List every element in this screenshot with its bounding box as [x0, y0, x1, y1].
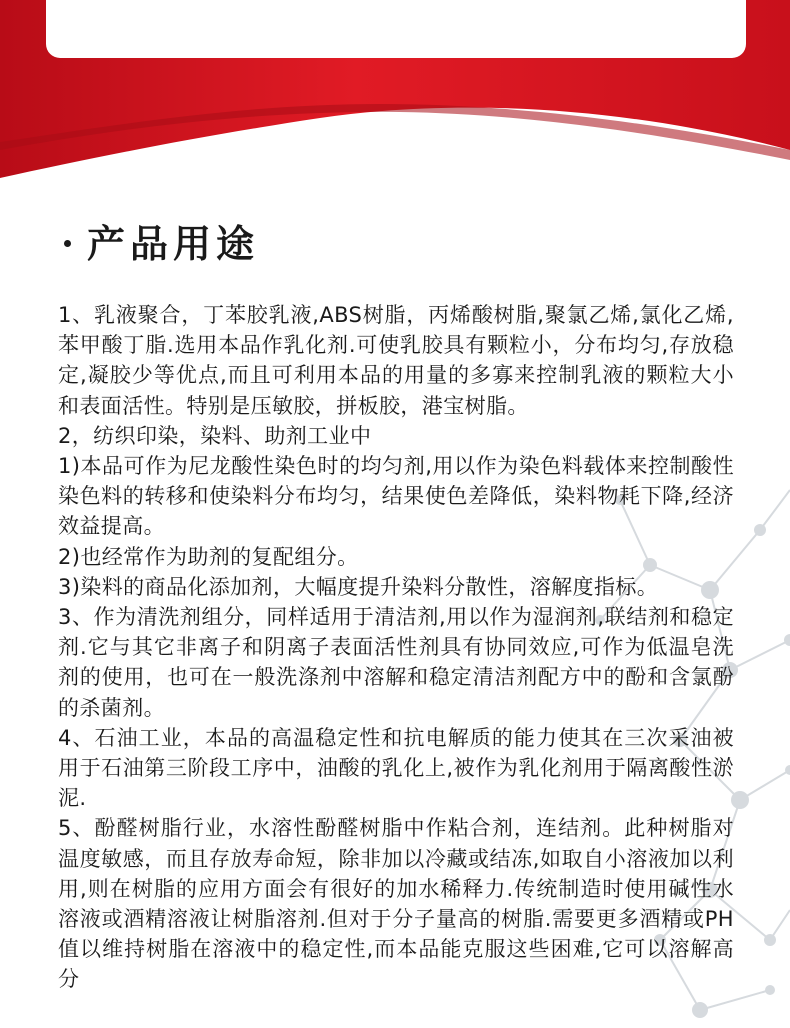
usage-paragraph: 2，纺织印染，染料、助剂工业中 [58, 423, 372, 448]
hero-banner [0, 0, 790, 200]
usage-paragraph: 2)也经常作为助剂的复配组分。 [58, 544, 359, 569]
usage-paragraph: 5、酚醛树脂行业，水溶性酚醛树脂中作粘合剂，连结剂。此种树脂对温度敏感，而且存放寿命短，除非加以冷藏或结冻,如取自小溶液加以利用,则在树脂的应用方面会有很好的加水稀释力.传统制造时使用碱性水溶液或酒精溶液让树脂溶剂.但对于分子量高的树脂.需要更多酒精或PH值以维持树脂在溶液中的稳定性,而本品能克服这些困难,它可以溶解高分 [58, 816, 734, 992]
bullet-dot-icon [64, 240, 71, 247]
usage-paragraph: 1)本品可作为尼龙酸性染色时的均匀剂,用以作为染色料载体来控制酸性染色料的转移和使染料分布均匀，结果使色差降低，染料物耗下降,经济效益提高。 [58, 454, 734, 539]
top-card [46, 0, 746, 58]
usage-description [58, 300, 734, 995]
section-title-text: 产品用途 [87, 222, 260, 266]
usage-paragraph: 3)染料的商品化添加剂，大幅度提升染料分散性，溶解度指标。 [58, 574, 659, 599]
section-heading [60, 214, 259, 274]
usage-paragraph: 3、作为清洗剂组分，同样适用于清洁剂,用以作为湿润剂,联结剂和稳定剂.它与其它非离子和阴离子表面活性剂具有协同效应,可作为低温皂洗剂的使用，也可在一般洗涤剂中溶解和稳定清洁剂配方中的酚和含氯酚的杀菌剂。 [58, 605, 734, 720]
usage-paragraph: 1、乳液聚合，丁苯胶乳液,ABS树脂，丙烯酸树脂,聚氯乙烯,氯化乙烯,苯甲酸丁脂.选用本品作乳化剂.可使乳胶具有颗粒小，分布均匀,存放稳定,凝胶少等优点,而且可利用本品的用量的多寡来控制乳液的颗粒大小和表面活性。特别是压敏胶，拼板胶，港宝树脂。 [58, 303, 734, 418]
usage-paragraph: 4、石油工业，本品的高温稳定性和抗电解质的能力使其在三次采油被用于石油第三阶段工序中，油酸的乳化上,被作为乳化剂用于隔离酸性淤泥. [58, 725, 734, 811]
